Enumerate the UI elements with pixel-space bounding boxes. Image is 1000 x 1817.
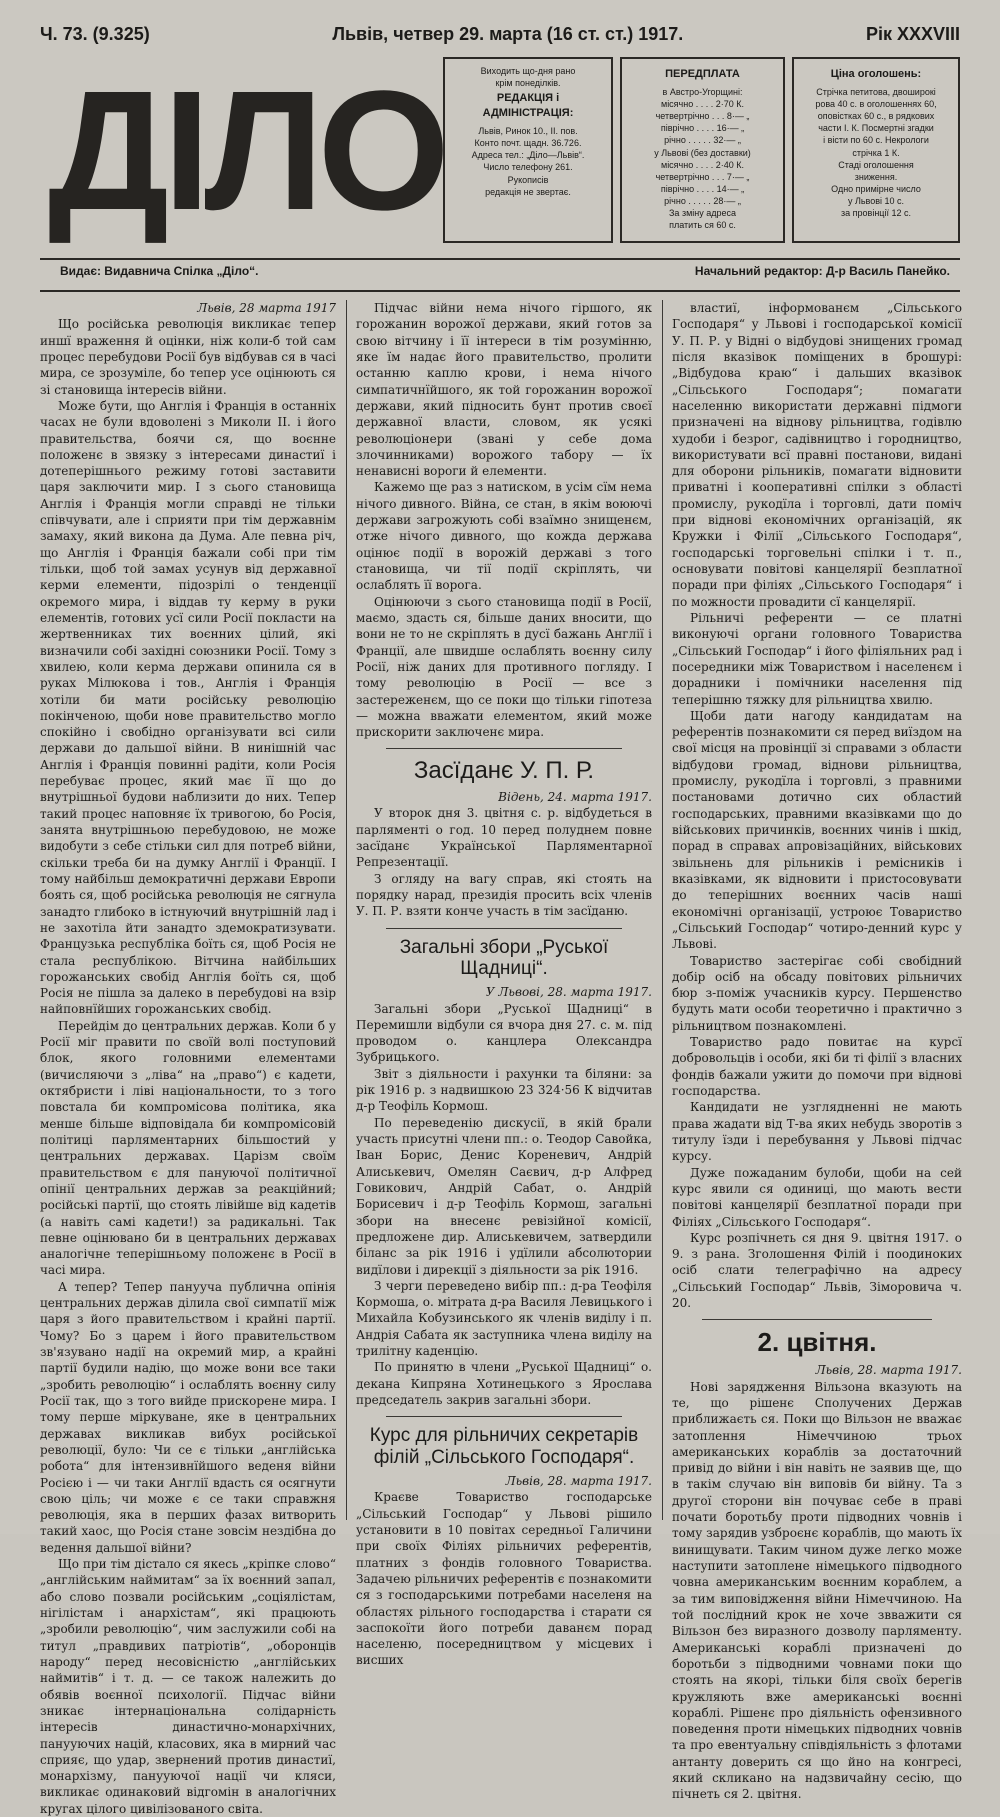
article-heading: Загальні збори „Руської Щадниці“.: [399, 936, 609, 980]
box-line: Стрічка петитова, двоширокі: [816, 86, 936, 97]
box-line: у Львові (без доставки): [654, 147, 751, 158]
box-line: місячно . . . . 2·70 К.: [661, 98, 744, 109]
column-2: [356, 300, 652, 1668]
publisher: Видає: Видавнича Спілка „Діло“.: [60, 264, 259, 278]
paragraph: властиї, інформованєм „Сільського Господаря“ у Львові і господарської комісії У. П. Р. у Відні о відбудові знищених громад після вказівок поміщених в брошурі: „Відбудова краю“ і дальших вказівок „Сільського Господаря“; помагати населенню використати державні підмоги призначені на віднову рільництва, годівлю худоби і безрог, садівництво і городництво, використувати всї правні постанови, видані для оборони рільників, помагати відновити приватні і кооперативні спілки з області промислу, рукодїла і торговлі, дати поміч при віднові економічних організацій, як Кружки і Філії „Сільського Господаря“, господарські торговельні спілки і т. п., основувати повітові канцелярії безплатної поради при філіях „Сільського Господаря“ і по можности провадити сї канцелярії.: [672, 301, 962, 609]
box-line: крім понеділків.: [495, 78, 561, 89]
box-line: Конто почт. щадн. 36.726.: [474, 138, 582, 149]
box-line: у Львові 10 с.: [847, 196, 905, 207]
box-line: зниження.: [854, 171, 898, 182]
ad-prices-heading: Ціна оголошень:: [830, 68, 922, 80]
column-rule: [346, 300, 347, 1520]
column-rule: [662, 300, 663, 1520]
box-line: Число телефону 261.: [483, 162, 573, 173]
issue-line: [40, 20, 960, 48]
paragraph: Товариство застерігає собі свобідний добір осіб на обсаду повітових рільничих бюр з-поміж учасників курсу. Першенство будуть мати особи теоретично і практично з рільництвом познакомлені.: [672, 953, 962, 1033]
subscription-heading: ПЕРЕДПЛАТА: [665, 68, 740, 80]
article-separator: [386, 1416, 622, 1417]
article-heading: Засїданє У. П. Р.: [413, 757, 595, 785]
editor: Начальний редактор: Д-р Василь Панейко.: [694, 264, 950, 278]
box-line: стрічка 1 К.: [852, 147, 900, 158]
editorial-heading: РЕДАКЦІЯ і АДМІНІСТРАЦІЯ:: [482, 92, 574, 120]
box-line: піврічно . . . . 16·— „: [660, 123, 745, 134]
subscription-box: [620, 57, 785, 243]
paragraph: Підчас війни нема нічого гіршого, як горожанин ворожої держави, який готов за свою вітчину і її інтереси в тім розумінню, яке їм надає його правительство, пролити останню каплю крови, і нема нічого симпатичнїйшого, як той горожанин ворожої держави, який підносить бунт против своєї державної власти, словом, як усякі революціонери (звані у себе дома злочинниками) ворожого табору — їх ненависні вороги й елементи.: [356, 301, 652, 479]
header-rule: [40, 258, 960, 260]
year-label: Рік XXXVIII: [865, 23, 960, 44]
box-line: і вісти по 60 с. Некрологи: [823, 135, 929, 146]
box-line: Рукописів: [507, 174, 549, 185]
ad-prices-box: [792, 57, 960, 243]
paragraph: З черги переведено вибір пп.: д-ра Теофіля Кормоша, о. мітрата д-ра Василя Левицького і Михайла Кобузинського як членів виділу і п. Андрія Сабата як заступника члена виділу на трилітну каденцію.: [356, 1278, 652, 1359]
place-date: Львів, четвер 29. марта (16 ст. ст.) 1917.: [332, 23, 684, 44]
column-3: [672, 300, 962, 1802]
dateline: Відень, 24. марта 1917.: [498, 790, 652, 805]
paragraph: У второк дня 3. цвітня с. р. відбудеться в парляменті о год. 10 перед полуднем повне засїданє Української Парляментарної Репрезентації.: [356, 806, 652, 870]
publisher-line: [60, 264, 950, 278]
paragraph: Може бути, що Англія і Франція в останніх часах не були вдоволені з Миколи II. і його правительства, боячи ся, що воєнне положенє в звязку з інтересами династиї і дотеперішнього режиму готові заставити царя заключити мир. І з сього становища Англія і Франція могли справді не тільки співчувати, але і сприяти при тім державнім замаху, який викона да Дума. Але певна річ, що Англія і Франція бажали собі при тім тільки, щоб той замах усунув від державної керми елементи, підозрілі о тенденції окремого мира, і віддав ту керму в руки елементів, готових усї сили Росії покласти на жертвенниках тих воєнних цілий, які визначили собі західні союзники Росії. Тому з хвилею, коли керма держави опинила ся в руках Мілюкова і тов., Англія і Франція хотіли би мати російську революцію покінченою, щоби нове правительство могло спокійно і свобідно організувати всі сили держави до дальшої війни. В нинішній час Англія і Франція повинні радіти, коли Росія перебуває процес, який має її що до внутрішньої будови наблизити до них. Тепер такий процес наповняє їх тривогою, бо Росія, занята внутрішньою перебудовою, не може видобути з себе стільки сил для потреб війни, скільки треба би на думку Англії і Франції. І тому найбільш демократичні держави Европи боять ся, щоб російська революція не сягнула занадто глибоко в істнуючий внутрішній лад і не захотіла йти занадто здемократизувати. Французька республіка боїть ся, щоб Росія не стала республікою. Вітчина найбільших горожанських свобід Англія боїть ся, щоб Росія не пішла за далеко в перебудові на взір найповнїйших горожанських свобід.: [40, 398, 336, 1017]
dateline: У Львові, 28. марта 1917.: [485, 985, 652, 1000]
box-line: за провінції 12 с.: [841, 208, 911, 219]
column-1: [40, 300, 336, 1816]
paragraph: З огляду на вагу справ, які стоять на порядку нарад, президія просить всіх членів У. П. Р. взяти конче участь в тім засїданю.: [356, 871, 652, 919]
dateline: Львів, 28. марта 1917.: [815, 1363, 962, 1378]
box-line: в Австро-Угорщині:: [662, 86, 743, 97]
box-line: оповістках 60 с., в рядкових: [817, 111, 935, 122]
box-line: Стаді оголошення: [838, 159, 914, 170]
box-line: Адреса тел.: „Діло—Львів“.: [471, 150, 585, 161]
box-line: За зміну адреса: [669, 208, 736, 219]
box-line: місячно . . . . 2·40 К.: [661, 159, 744, 170]
box-line: части I. К. Посмертні згадки: [818, 123, 934, 134]
article-separator: [702, 1319, 932, 1320]
box-line: платить ся 60 с.: [669, 220, 736, 231]
paragraph: Щоби дати нагоду кандидатам на референтів познакомити ся перед виїздом на свої місця на провінції зі справами з области відбудови громад, віднови рільництва, промислу, рукодїла і торговлі, з правними постановами дотично сих областий господарських, правними вказівками що до військових причинків, воєнних чинів і шкід, порад в справах апровізаційних, військових звільнень для рільників і ремісників і вказівками, як відновити і пристосовувати до теперішних воєнних часів наші економічні організації, устроює Товариство „Сільський Господар“ чотиро-денний курс у Львові.: [672, 708, 962, 952]
box-line: річно . . . . . 28·— „: [664, 196, 741, 207]
paragraph: Кажемо ще раз з натиском, в усім сїм нема нічого дивного. Війна, се стан, в якім воюючі держави загрожують собі взаїмно знищенєм, отже нічого дивного, що кожда держава оцінює події в ворожій державі з того становища, чи тії події скріплять, чи ослаблять її ворога.: [356, 480, 652, 593]
paragraph: Кандидати не узглядненні не мають права жадати від Т-ва яких небудь зворотів з титулу їзди і перебування у Львові підчас курсу.: [672, 1100, 962, 1164]
paragraph: Курс розпічнеть ся дня 9. цвітня 1917. о 9. з рана. Зголошення Філій і поодиноких осіб слати телеграфічно на адресу „Сільський Господар“ Львів, Зіморовича ч. 20.: [672, 1230, 962, 1311]
box-line: піврічно . . . . 14·— „: [660, 183, 745, 194]
box-line: рова 40 с. в оголошеннях 60,: [815, 98, 937, 109]
paragraph: Що російська революція викликає тепер иншї враження й оцінки, ніж коли-б той сам процес перебудови Росії був відбував ся в часі мира, се зрозуміле, бо тепер усе оцінюють ся зі становища інтересів війни.: [40, 317, 336, 397]
article-separator: [386, 928, 622, 929]
masthead: [38, 48, 442, 248]
paragraph: Краєве Товариство господарське „Сільський Господар“ у Львові рішило установити в 10 повітах середньої Галичини при своїх Філіях рільничих референтів, платних з фондів головного Товариства. Задачею рільничих референтів є познакомити ся з господарськими потребами населеня на областях рільного господарства і старати ся заспокоїти його потреби даванєм порад населеню, посередництвом у місцевих і висших: [356, 1490, 652, 1668]
dateline: Львів, 28. марта 1917.: [505, 1474, 652, 1489]
article-separator: [386, 748, 622, 749]
paragraph: Дуже пожаданим булоби, щоби на сей курс явили ся одиниці, що мають вести повітові канцелярії безплатної поради при Філіях „Сільського Господаря“.: [672, 1165, 962, 1229]
article-heading: 2. цвітня.: [757, 1327, 877, 1358]
header-rule-bottom: [40, 290, 960, 292]
box-line: редакція не звертає.: [485, 186, 571, 197]
paragraph: Нові зарядження Вільзона вказують на те, що рішенє Сполучених Держав приближаєть ся. Поки що Вільзон не вважає затоплення Німеччиною трьох американських кораблів за достаточний привід до війни і він навіть не заявив ще, що в такім случаю він виповів би війну. Та з другої сторони він почуває себе в праві почати боротьбу проти підводних човнів і тому зарядив узброєнє кораблів, що мають їх винищувати. Таким чином дуже легко може наступити затоплене німецького підводного човна американським воєнним кораблем, а за тим виповідження війни Німеччиною. На той послідний крок не хоче звважити ся Вільзон без виразного дозволу парляменту. Американські кораблі призначені до боротьби з підводними човнами поки що стоять на якорі, тільки біля своїх берегів кружляють вже американські воєнні кораблі. Рішенє про діяльність офензивного поведення проти німецьких підводних човнів та про евентуальну співдіяльність з флотами антанту доверить ся що йно на конгресі, який скликано на надзвичайну сесію, що пічнеть ся 2. цвітня.: [672, 1379, 962, 1802]
box-line: Львів, Ринок 10., II. пов.: [478, 125, 578, 136]
article-heading: Курс для рільничих секретарів філій „Сільського Господаря“.: [369, 1425, 639, 1469]
box-line: четвертрічно . . . 7·— „: [655, 171, 750, 182]
paragraph: Загальні збори „Руської Щадниці“ в Перемишли відбули ся вчора дня 27. с. м. під проводом о. канцлера Олександра Зубрицького.: [356, 1001, 652, 1065]
newspaper-title: ДІЛО: [48, 56, 444, 246]
box-line: річно . . . . . 32·— „: [664, 135, 741, 146]
editorial-info-box: [443, 57, 613, 243]
dateline: Львів, 28 марта 1917: [197, 301, 336, 315]
paragraph: Рільничі референти — се платні виконуючі органи головного Товариства „Сільський Господар“ і його філіяльних рад і посередники між Товариством і населенєм і дорадники і помічники населення під теперішню тяжку для рільництва хвилю.: [672, 610, 962, 707]
paragraph: Перейдім до центральних держав. Коли б у Росії міг правити по своїй волі поступовий блок, якого головними елементами (вичисляючи з „ліва“ на „право“) є кадети, октябристи і ліві національности, то з того повстала би компромісова політика, яка менше більше відповідала би компромісовій політиці парляментарних більшостий у центральних державах. Царізм своїм правительством є для пануючої політичної опінії центральних держав за реакційний; російські партії, що стоять лівійше від кадетів (а навіть самі кадети!) за радикальні. Так певне оцінювано би в центральних державах аналогічне теперішньому положенє в Росії в часі мира.: [40, 1018, 336, 1278]
paragraph: Звіт з діяльности і рахунки та біляни: за рік 1916 р. з надвишкою 23 324·56 К відчитав д-р Теофіль Кормош.: [356, 1066, 652, 1114]
box-line: Одно примірне число: [831, 183, 921, 194]
box-line: четвертрічно . . . 8·— „: [655, 111, 750, 122]
issue-number: Ч. 73. (9.325): [40, 23, 150, 44]
paragraph: Що при тім дістало ся якесь „кріпке слово“ „англійським наймитам“ за їх воєнний запал, або слово позвали російським „соціялістам, нігілістам і анархістам“, які працюють „зробили революцію“, чим заслужили собі на титул „правдивих патріотів“, „оборонців народу“ перед несовісністю „англійських наймитів“ і т. д. — се також належить до обявів воєнної психології. Підчас війни зникає інтернаціональна солідарність інтересів династично-монархічних, панууючих націй, класових, яка в мирний час сприяє, що удар, звернений против династиї, монархізму, панууючої нації чи кляси, викликає одинаковий відгомін в аналогічних кругах цілого цивілізованого світа.: [40, 1557, 336, 1816]
paragraph: А тепер? Тепер панууча публична опінія центральних держав ділила свої симпатії між царя з його правительством і крайні партії. Чому? Бо з царем і його правительством зв'язувано надії на окремий мир, а крайні партії будили надію, що може вони все таки „зробить революцію“ і ослаблять воєнну силу Росії так, що з того вийде прискорене мира. І тому перше міркуване, яке в центральних державах викликав вибух російської революції, було: Чи се є тільки „англійська робота“ для інтензивнїйшого веденя війни Росією і — чи таки Англії вдасть ся осягнути свою ціль; чи може є се таки справжня революція, яка в перших фазах витворить такий хаос, що Росія стане зовсім нездібна до ведення дальшої війни?: [40, 1279, 336, 1555]
box-line: Виходить що-дня рано: [480, 66, 576, 76]
paragraph: По принятю в члени „Руської Щадниці“ о. декана Кипряна Хотинецького з Ярослава председатель закрив загальні збори.: [356, 1360, 652, 1408]
paragraph: Оцінюючи з сього становища події в Росії, маємо, здасть ся, більше даних вносити, що вони не то не скріплять в дусї бажань Англії і Франції, але швидше ослаблять воєнну силу Росії, ніж даних для противного погляду. І тому революцію в Росії — все з застереженєм, що се поки що тільки гіпотеза — можна вважати елементом, який може прискорити заключенє мира.: [356, 594, 652, 740]
paragraph: По переведенію дискусії, в якій брали участь присутні члени пп.: о. Теодор Савойка, Іван Борис, Денис Кореневич, Андрій Алиськевич, Омелян Саєвич, д-р Алфред Говикович, Андрій Сабат, о. Андрій Борисевич і д-р Теофіль Кормош, загальні збори на внесенє ревізійної комісії, предложене дир. Алиськевичем, затвердили біланс за рік 1916 і удїлили абсолютории видїлови і дирекції з діяльности за рік 1916.: [356, 1115, 652, 1277]
paragraph: Товариство радо повитає на курсї добровольців і особи, які би ті філії з власних фондів бажали ужити до помочи при віднові господарства.: [672, 1035, 962, 1098]
